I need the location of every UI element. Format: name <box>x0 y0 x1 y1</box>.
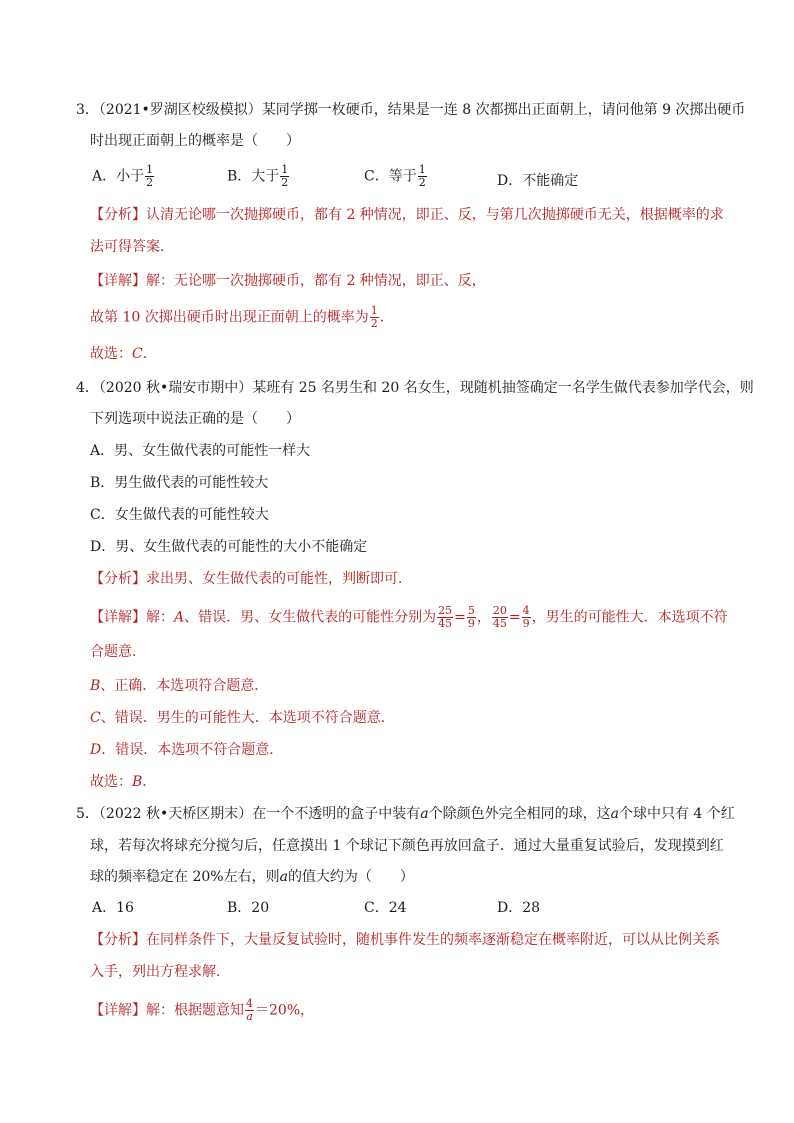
detail-tag: 【详解】 <box>90 609 146 626</box>
q4-option-b: B．男生做代表的可能性较大 <box>90 475 269 491</box>
q5-stem-line3: 球的频率稳定在 20%左右，则a的值大约为（ ） <box>90 869 414 885</box>
fraction: $\frac{4}{a}$ <box>246 997 253 1023</box>
q4-stem-line2: 下列选项中说法正确的是（ ） <box>90 411 300 427</box>
q3-detail-line1: 【详解】解：无论哪一次抛掷硬币，都有 2 种情况，即正、反， <box>90 273 486 289</box>
analysis-tag: 【分析】 <box>90 571 146 587</box>
fraction: $\frac{4}{9}$ <box>522 604 530 630</box>
analysis-tag: 【分析】 <box>90 207 146 223</box>
q3-stem-line1 <box>76 100 745 120</box>
q5-stem-line2: 球，若每次将球充分搅匀后，任意摸出 1 个球记下颜色再放回盒子．通过大量重复试验后，发现摸到红 <box>90 838 724 854</box>
q4-source: （2020 秋•瑞安市期中） <box>98 380 253 396</box>
q5-option-b: B．20 <box>227 900 270 916</box>
fraction: $\frac{20}{45}$ <box>492 604 507 630</box>
detail-tag: 【详解】 <box>90 1002 146 1019</box>
q3-analysis-line2: 法可得答案． <box>90 239 174 255</box>
q3-option-a: A．小于 $\frac{1}{2}$ <box>92 163 154 189</box>
q4-detail-line1: 【详解】解：A、错误．男、女生做代表的可能性分别为 $\frac{25}{45}$ = $\frac{5}{9}$ ， $\frac{20}{45}$ = $\frac{4}{9}$ ，男生的可能性大．本选项不符 <box>90 604 728 630</box>
q4-stem-line1 <box>76 378 754 398</box>
q4-option-a: A．男、女生做代表的可能性一样大 <box>90 443 311 459</box>
q3-option-b: B．大于 $\frac{1}{2}$ <box>227 163 289 189</box>
q5-option-c: C．24 <box>364 900 407 916</box>
q5-detail-line1: 【详解】解：根据题意知 $\frac{4}{a}$ ＝20%， <box>90 997 315 1023</box>
q3-answer: 故选：C． <box>90 346 157 362</box>
q4-option-d: D．男、女生做代表的可能性的大小不能确定 <box>90 539 368 555</box>
q3-option-c: C．等于 $\frac{1}{2}$ <box>364 163 426 189</box>
q3-detail-line2: 故第 10 次掷出硬币时出现正面朝上的概率为 $\frac{1}{2}$ ． <box>90 304 394 330</box>
q5-option-a: A．16 <box>92 900 134 916</box>
q4-option-c: C．女生做代表的可能性较大 <box>90 507 269 523</box>
fraction: $\frac{1}{2}$ <box>370 304 378 330</box>
q4-stem-text: 某班有 25 名男生和 20 名女生，现随机抽签确定一名学生做代表参加学代会，则 <box>252 380 754 396</box>
q5-analysis-line2: 入手，列出方程求解． <box>90 964 230 980</box>
q3-stem-text: 某同学掷一枚硬币，结果是一连 8 次都掷出正面朝上，请问他第 9 次掷出硬币 <box>261 102 746 118</box>
q3-analysis-line1: 【分析】认清无论哪一次抛掷硬币，都有 2 种情况，即正、反，与第几次抛掷硬币无关，根据概率的求 <box>90 207 724 223</box>
q5-analysis-line1: 【分析】在同样条件下，大量反复试验时，随机事件发生的频率逐渐稳定在概率附近，可以从比例关系 <box>90 932 720 948</box>
q5-number: 5． <box>76 806 99 822</box>
q3-source: （2021•罗湖区校级模拟） <box>98 102 262 118</box>
half-fraction: $\frac{1}{2}$ <box>418 163 426 189</box>
q4-analysis-line1: 【分析】求出男、女生做代表的可能性，判断即可． <box>90 571 412 587</box>
q5-source: （2022 秋•天桥区期末） <box>98 806 253 822</box>
q5-stem-line1: 5．（2022 秋•天桥区期末）在一个不透明的盒子中装有a个除颜色外完全相同的球，这a个球中只有 4 个红 <box>76 806 735 822</box>
q5-option-d: D．28 <box>497 900 541 916</box>
half-fraction: $\frac{1}{2}$ <box>146 163 154 189</box>
q3-number: 3． <box>76 102 99 118</box>
detail-tag: 【详解】 <box>90 273 146 289</box>
q4-detail-line2: 合题意． <box>90 644 146 660</box>
q4-number: 4． <box>76 380 99 396</box>
analysis-tag: 【分析】 <box>90 932 146 948</box>
half-fraction: $\frac{1}{2}$ <box>281 163 289 189</box>
fraction: $\frac{5}{9}$ <box>467 604 475 630</box>
q3-stem-line2: 时出现正面朝上的概率是（ ） <box>90 133 300 149</box>
q3-option-d: D．不能确定 <box>497 173 579 189</box>
q4-detail-c: C、错误．男生的可能性大．本选项不符合题意． <box>90 710 395 726</box>
q4-detail-b: B、正确．本选项符合题意． <box>90 678 269 694</box>
q4-answer: 故选：B． <box>90 774 157 790</box>
fraction: $\frac{25}{45}$ <box>438 604 453 630</box>
q4-detail-d: D．错误．本选项不符合题意． <box>90 742 284 758</box>
